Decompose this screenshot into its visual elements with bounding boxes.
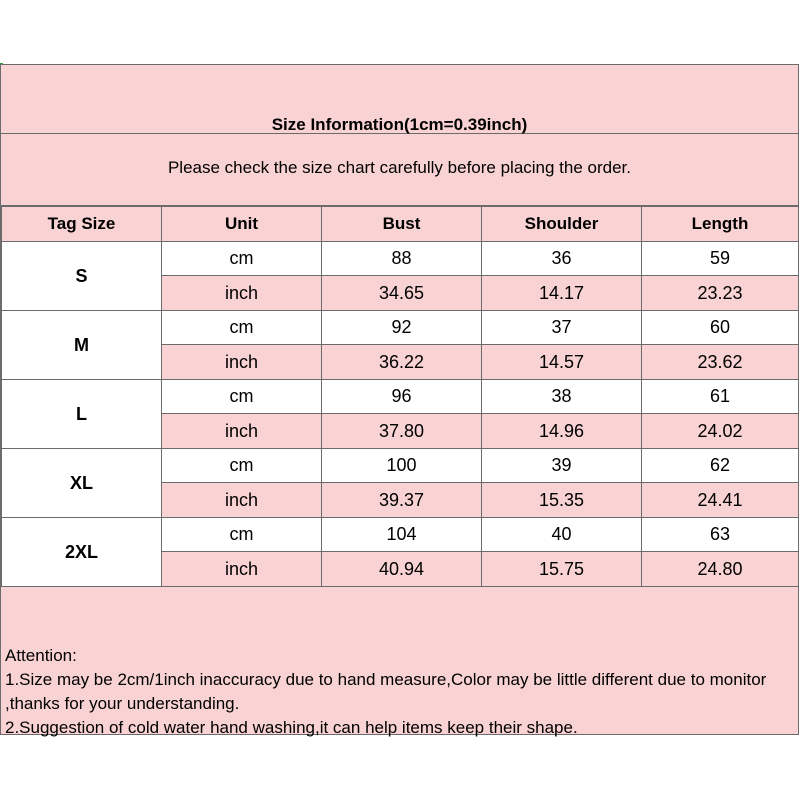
attention-notes (5, 644, 795, 740)
header-bust: Bust (322, 207, 482, 242)
shoulder-cell: 38 (482, 380, 642, 414)
length-cell: 23.62 (642, 345, 799, 380)
length-cell: 61 (642, 380, 799, 414)
bust-cell: 92 (322, 311, 482, 345)
bust-cell: 39.37 (322, 483, 482, 518)
bust-cell: 37.80 (322, 414, 482, 449)
notice-band (1, 134, 798, 206)
length-cell: 24.02 (642, 414, 799, 449)
shoulder-cell: 14.57 (482, 345, 642, 380)
unit-cell: inch (162, 276, 322, 311)
bust-cell: 100 (322, 449, 482, 483)
length-cell: 59 (642, 242, 799, 276)
table-row-l-cm (2, 380, 799, 414)
length-cell: 23.23 (642, 276, 799, 311)
bust-cell: 104 (322, 518, 482, 552)
table-row-2xl-cm (2, 518, 799, 552)
unit-cell: inch (162, 414, 322, 449)
table-row-xl-cm (2, 449, 799, 483)
bust-cell: 36.22 (322, 345, 482, 380)
unit-cell: cm (162, 311, 322, 345)
bust-cell: 96 (322, 380, 482, 414)
unit-cell: cm (162, 242, 322, 276)
table-row-s-cm (2, 242, 799, 276)
header-unit: Unit (162, 207, 322, 242)
order-notice: Please check the size chart carefully before placing the order. (167, 158, 632, 177)
unit-cell: cm (162, 518, 322, 552)
attention-note-1: 1.Size may be 2cm/1inch inaccuracy due to hand measure,Color may be little different due to monitor ,thanks for your understanding. (5, 670, 767, 713)
unit-cell: inch (162, 552, 322, 587)
table-row-m-cm (2, 311, 799, 345)
tag-size-xl: XL (2, 449, 162, 518)
length-cell: 24.41 (642, 483, 799, 518)
header-tag-size: Tag Size (2, 207, 162, 242)
bust-cell: 88 (322, 242, 482, 276)
attention-heading: Attention: (5, 646, 77, 665)
attention-note-2: 2.Suggestion of cold water hand washing,it can help items keep their shape. (5, 718, 578, 737)
chart-title: Size Information(1cm=0.39inch) (271, 115, 528, 134)
unit-cell: inch (162, 483, 322, 518)
bust-cell: 34.65 (322, 276, 482, 311)
length-cell: 24.80 (642, 552, 799, 587)
bust-cell: 40.94 (322, 552, 482, 587)
size-table (1, 206, 799, 587)
header-length: Length (642, 207, 799, 242)
tag-size-m: M (2, 311, 162, 380)
shoulder-cell: 39 (482, 449, 642, 483)
size-chart-sheet (0, 64, 799, 735)
unit-cell: cm (162, 449, 322, 483)
length-cell: 63 (642, 518, 799, 552)
shoulder-cell: 15.75 (482, 552, 642, 587)
shoulder-cell: 40 (482, 518, 642, 552)
header-row (2, 207, 799, 242)
shoulder-cell: 14.17 (482, 276, 642, 311)
shoulder-cell: 37 (482, 311, 642, 345)
tag-size-2xl: 2XL (2, 518, 162, 587)
unit-cell: inch (162, 345, 322, 380)
length-cell: 60 (642, 311, 799, 345)
length-cell: 62 (642, 449, 799, 483)
unit-cell: cm (162, 380, 322, 414)
tag-size-s: S (2, 242, 162, 311)
tag-size-l: L (2, 380, 162, 449)
header-shoulder: Shoulder (482, 207, 642, 242)
title-band (1, 65, 798, 134)
shoulder-cell: 36 (482, 242, 642, 276)
shoulder-cell: 14.96 (482, 414, 642, 449)
shoulder-cell: 15.35 (482, 483, 642, 518)
